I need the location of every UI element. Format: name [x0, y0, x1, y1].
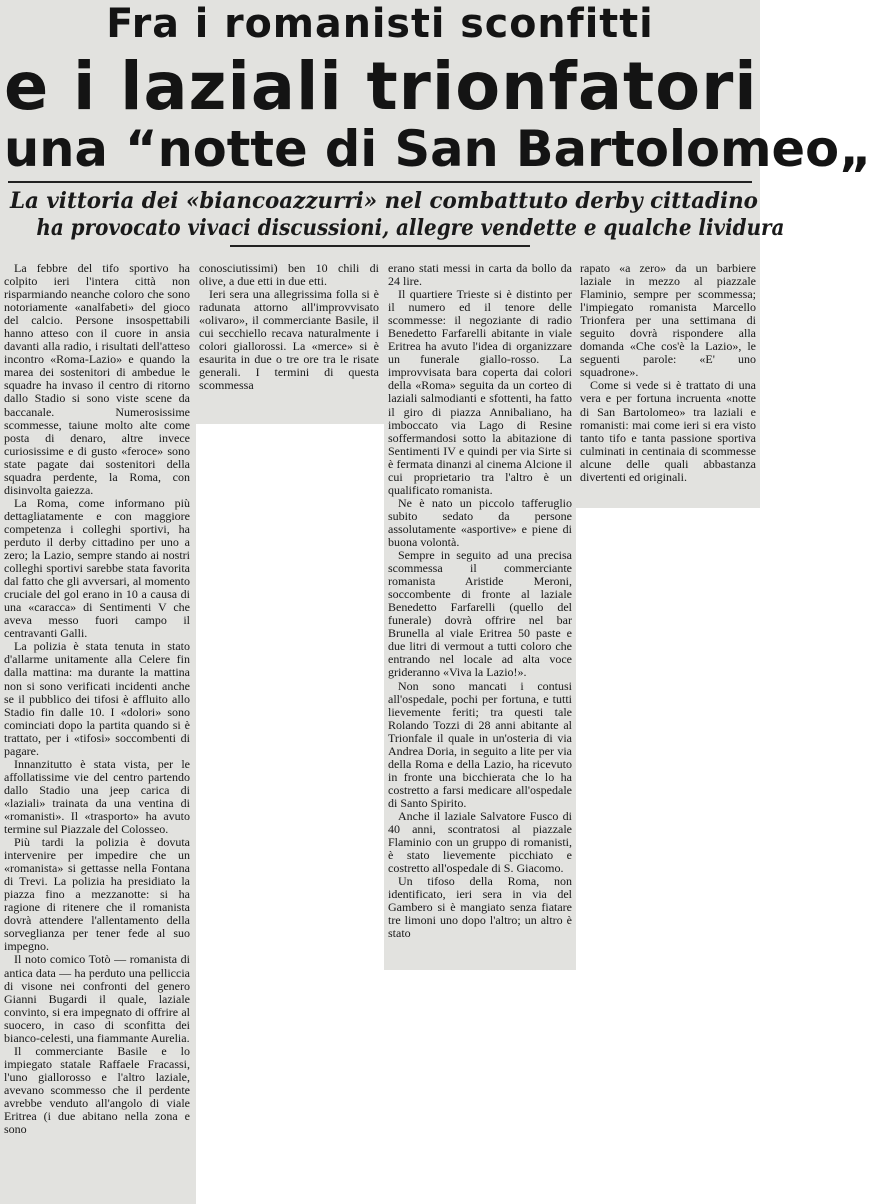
paragraph: La febbre del tifo sportivo ha colpito ieri l'intera città non risparmiando neanche coloro che sono notoriamente «analfabeti» del gioco del calcio. Persone insospettabili hanno atteso con il cuore in ansia davanti alla radio, i risultati dell'atteso incontro «Roma-Lazio» e quando la marea dei sostenitori di ambedue le squadre ha invaso il centro di ritorno dallo Stadio si sono viste scene da baccanale. Numerosissime scommesse, taiune molto alte come posta di denaro, altre invece curiosissime e di gusto «feroce» sono state pagate dai sostenitori della squadra perdente, la Roma, con disinvolta gaiezza. — [4, 261, 190, 497]
paragraph: Il quartiere Trieste si è distinto per il numero ed il tenore delle scommesse: il negoziante di radio Benedetto Farfarelli abitante in viale Eritrea ha avuto l'idea di organizzare un funerale giallo-rosso. La improvvisata bara coperta dai colori della «Roma» seguita da un corteo di laziali salmodianti e sfottenti, ha fatto il giro di piazza Annibaliano, ha imboccato via Lago di Resine soffermandosi sotto la abitazione di Sentimenti IV e quindi per via Sirte si è fermata dinanzi al cinema Alcione il cui proprietario tra l'altro è un qualificato romanista. — [388, 287, 572, 497]
paragraph: La Roma, come informano più dettagliatamente e con maggiore competenza i colleghi sportivi, ha perduto il derby cittadino per uno a zero; la Lazio, sempre stando ai nostri colleghi sportivi sarebbe stata favorita dal fatto che gli avversari, al momento cruciale del gol erano in 10 a causa di una «caracca» di Sentimenti V che aveva messo fuori campo il centravanti Galli. — [4, 495, 190, 641]
paragraph: erano stati messi in carta da bollo da 24 lire. — [388, 261, 572, 289]
article-column-4 — [580, 262, 756, 484]
headline-line-2: e i laziali trionfatori — [4, 48, 758, 125]
paragraph: Il noto comico Totò — romanista di antica data — ha perduto una pelliccia di visone nei confronti del genero Gianni Bugardi il quale, laziale convinto, si era impegnato di offrire al suocero, in caso di sconfitta dei bianco-celesti, una fiammante Aurelia. — [4, 952, 190, 1045]
article-column-1 — [4, 262, 190, 1136]
paragraph: conosciutissimi) ben 10 chili di olive, a due etti in due etti. — [199, 261, 379, 289]
paragraph: Non sono mancati i contusi all'ospedale, pochi per fortuna, e tutti lievemente feriti; tra questi tale Rolando Tozzi di 28 anni abitante al Trionfale il quale in un'osteria di via Andrea Doria, in seguito a lite per via della Roma e della Lazio, ha ricevuto in fronte una bicchierata che lo ha costretto a farsi medicare all'ospedale di Santo Spirito. — [388, 678, 572, 810]
article-column-2 — [199, 262, 379, 392]
subheadline-rule — [230, 245, 530, 247]
paragraph: Un tifoso della Roma, non identificato, ieri sera in via del Gambero si è mangiato senza fiatare tre limoni uno dopo l'altro; un altro è stato — [388, 874, 572, 941]
paragraph: Come si vede si è trattato di una vera e per fortuna incruenta «notte di San Bartolomeo» tra laziali e romanisti: mai come ieri si era visto tanto tifo e tanta passione sportiva culminati in centinaia di scommesse alcune delle quali abbastanza divertenti ed originali. — [580, 378, 756, 484]
paragraph: Ne è nato un piccolo tafferuglio subito sedato da persone assolutamente «asportive» e piene di buona volontà. — [388, 495, 572, 549]
paragraph: Innanzitutto è stata vista, per le affollatissime vie del centro partendo dallo Stadio una jeep carica di «laziali» trainata da una ventina di «romanisti». Il «trasporto» ha avuto termine sul Piazzale del Colosseo. — [4, 756, 190, 837]
subheadline-line-2: ha provocato vivaci discussioni, allegre vendette e qualche lividura — [36, 215, 785, 241]
headline-line-1: Fra i romanisti sconfitti — [106, 1, 654, 47]
subheadline-line-1: La vittoria dei «biancoazzurri» nel combattuto derby cittadino — [9, 188, 758, 214]
paragraph: rapato «a zero» da un barbiere laziale in mezzo al piazzale Flaminio, sempre per scommessa; l'impiegato romanista Marcello Trionfera per una settimana di seguito dovrà rispondere alla domanda «Che cos'è la Lazio», le seguenti parole: «E' uno squadrone». — [580, 261, 756, 380]
article-column-3 — [388, 262, 572, 940]
paragraph: Anche il laziale Salvatore Fusco di 40 anni, scontratosi al piazzale Flaminio con un gruppo di romanisti, è stato lievemente picchiato e costretto all'ospedale di S. Giacomo. — [388, 808, 572, 876]
paragraph: Sempre in seguito ad una precisa scommessa il commerciante romanista Aristide Meroni, soccombente di fronte al laziale Benedetto Farfarelli (quello del funerale) dovrà offrire nel bar Brunella al viale Eritrea 50 paste e due litri di vermout a tutti coloro che entrando nel locale ad alta voce grideranno «Viva la Lazio!». — [388, 548, 572, 680]
headline-divider — [8, 181, 752, 183]
paragraph: Più tardi la polizia è dovuta intervenire per impedire che un «romanista» si gettasse nella Fontana di Trevi. La polizia ha presidiato la piazza fino a mezzanotte: si ha ragione di ritenere che il romanista dovrà attendere l'allentamento della sorveglianza per tener fede al suo impegno. — [4, 835, 190, 954]
paragraph: La polizia è stata tenuta in stato d'allarme unitamente alla Celere fin dalla mattina: ma durante la mattina non si sono verificati incidenti anche se il pubblico dei tifosi è affluito allo Stadio fin dalle 10. I «dolori» sono cominciati dopo la partita quando si è trattato, per i «tifosi» soccombenti di pagare. — [4, 639, 190, 758]
subheadline — [0, 188, 785, 242]
headline-line-3: una “notte di San Bartolomeo„ — [4, 120, 872, 178]
paragraph: Ieri sera una allegrissima folla si è radunata attorno all'improvvisato «olivaro», il commerciante Basile, il cui secchiello recava naturalmente i colori giallorossi. La «merce» si è esaurita in due o tre ore tra le risate generali. I termini di questa scommessa — [199, 287, 379, 393]
paragraph: Il commerciante Basile e lo impiegato statale Raffaele Fracassi, l'uno giallorosso e l'altro laziale, avevano scommesso che il perdente avrebbe venduto all'angolo di viale Eritrea (i due abitano nella zona e sono — [4, 1043, 190, 1137]
